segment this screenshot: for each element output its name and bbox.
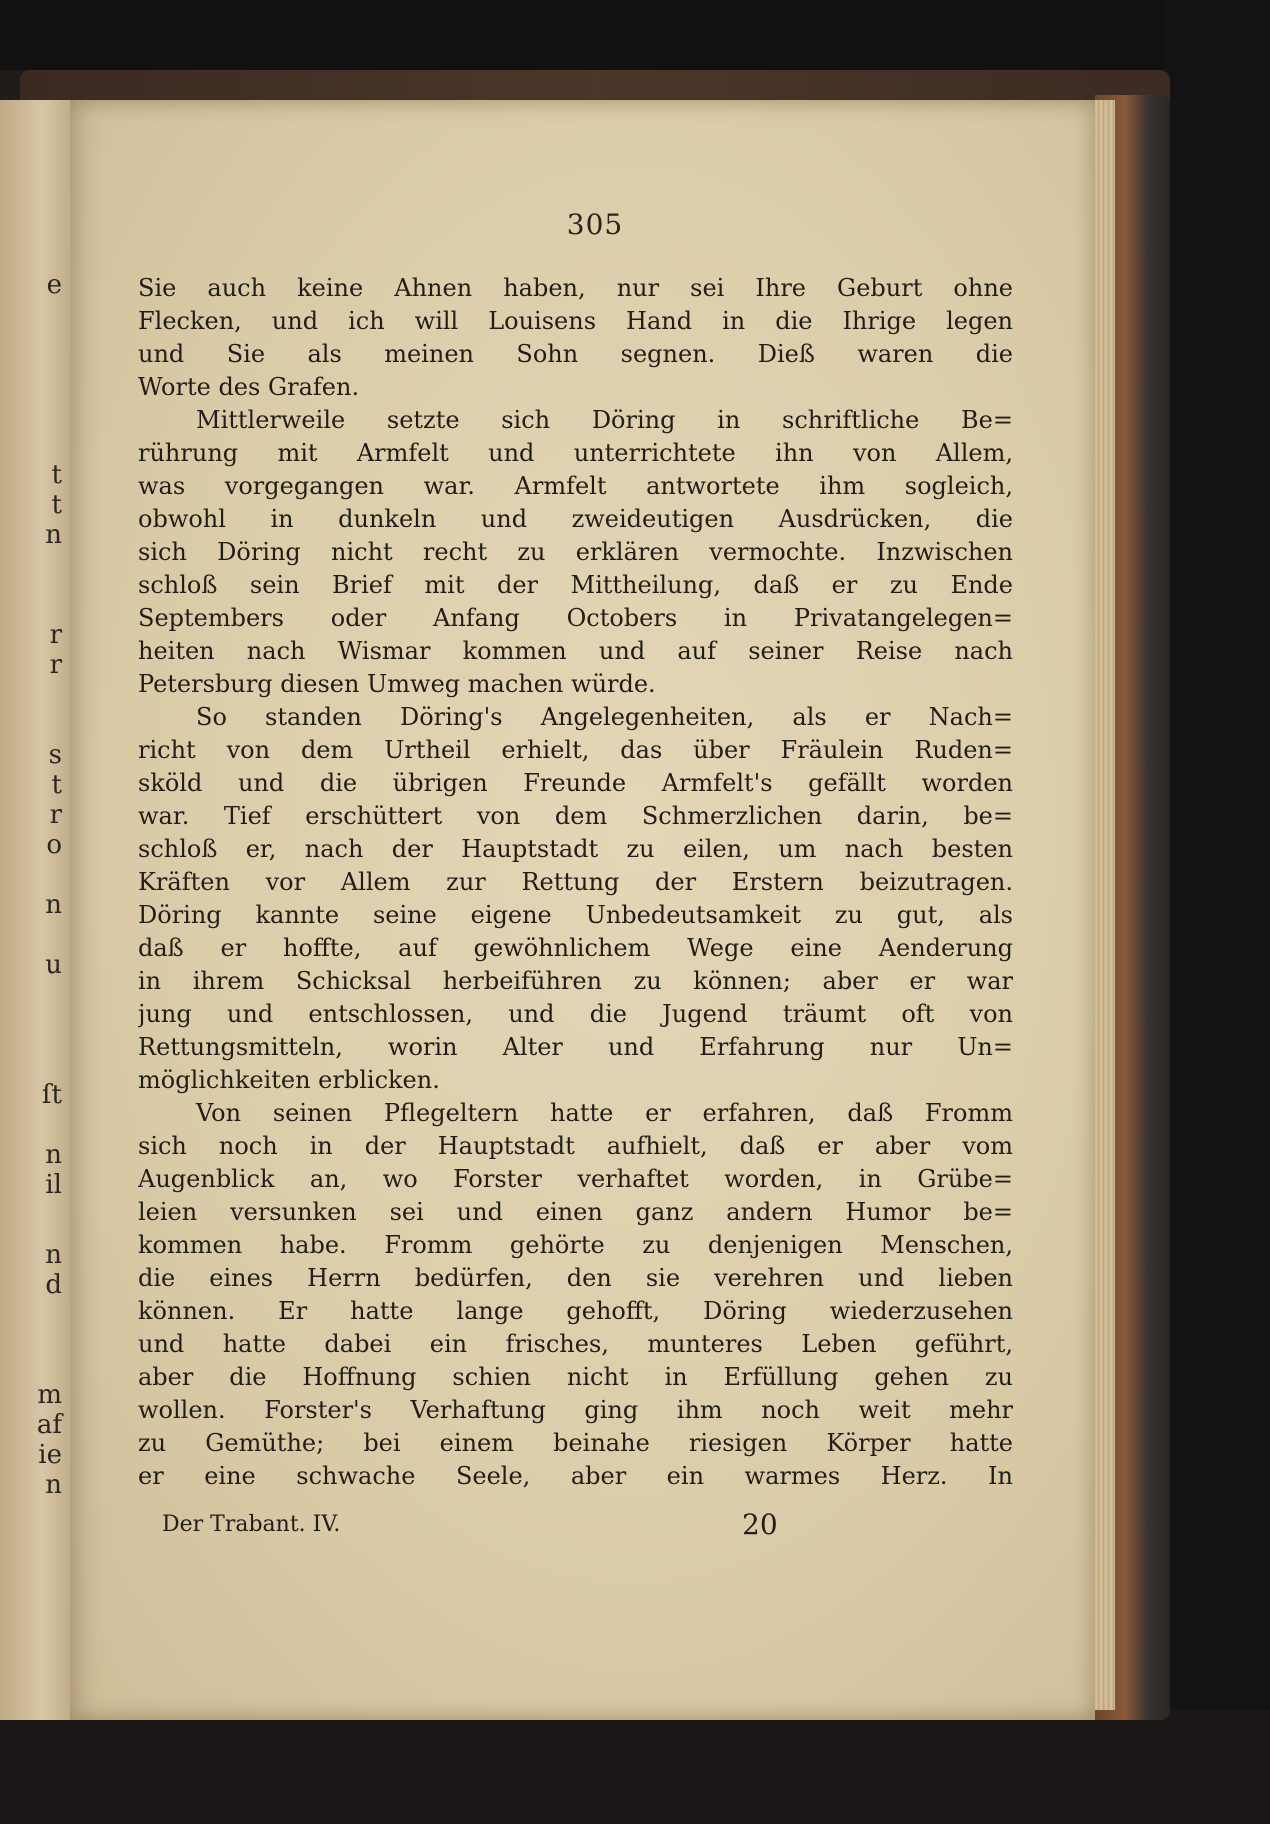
text-line: jung und entschlossen, und die Jugend träumt oft von (138, 1000, 1013, 1028)
facing-page-fragment: n (45, 1140, 62, 1170)
text-line: Augenblick an, wo Forster verhaftet worden, in Grübe= (138, 1165, 1013, 1193)
facing-page-fragment: m (37, 1380, 62, 1410)
facing-page-fragment: t (51, 770, 62, 800)
text-line: und hatte dabei ein frisches, munteres Leben geführt, (138, 1330, 1013, 1358)
text-line: heiten nach Wismar kommen und auf seiner Reise nach (138, 637, 1013, 665)
body-text (138, 272, 1013, 1493)
facing-page-edge (0, 100, 72, 1720)
text-line: möglichkeiten erblicken. (138, 1066, 440, 1094)
footer-sheet-number: 20 (742, 1508, 778, 1541)
facing-page-fragment: t (51, 460, 62, 490)
text-line: aber die Hoffnung schien nicht in Erfüllung gehen zu (138, 1363, 1013, 1391)
text-line: So standen Döring's Angelegenheiten, als er Nach= (196, 703, 1013, 731)
text-line: kommen habe. Fromm gehörte zu denjenigen Menschen, (138, 1231, 1013, 1259)
facing-page-fragment: ie (38, 1440, 62, 1470)
text-line: daß er hoffte, auf gewöhnlichem Wege eine Aenderung (138, 934, 1013, 962)
text-line: war. Tief erschüttert von dem Schmerzlichen darin, be= (138, 802, 1013, 830)
facing-page-fragment: u (45, 950, 62, 980)
text-line: Worte des Grafen. (138, 373, 360, 401)
text-line: Flecken, und ich will Louisens Hand in die Ihrige legen (138, 307, 1013, 335)
facing-page-fragment: n (45, 520, 62, 550)
facing-page-fragment: r (49, 800, 62, 830)
text-line: obwohl in dunkeln und zweideutigen Ausdrücken, die (138, 505, 1013, 533)
text-line: er eine schwache Seele, aber ein warmes Herz. In (138, 1462, 1013, 1490)
facing-page-fragment: d (45, 1270, 62, 1300)
text-line: sich noch in der Hauptstadt aufhielt, daß er aber vom (138, 1132, 1013, 1160)
text-line: die eines Herrn bedürfen, den sie verehren und lieben (138, 1264, 1013, 1292)
text-line: sköld und die übrigen Freunde Armfelt's gefällt worden (138, 769, 1013, 797)
text-line: Sie auch keine Ahnen haben, nur sei Ihre Geburt ohne (138, 274, 1013, 302)
text-line: Kräften vor Allem zur Rettung der Erstern beizutragen. (138, 868, 1013, 896)
book-page (70, 100, 1095, 1720)
backdrop-bottom (0, 1710, 1270, 1824)
text-line: Septembers oder Anfang Octobers in Privatangelegen= (138, 604, 1013, 632)
text-line: können. Er hatte lange gehofft, Döring wiederzusehen (138, 1297, 1013, 1325)
facing-page-fragment: r (49, 650, 62, 680)
text-line: rührung mit Armfelt und unterrichtete ihn von Allem, (138, 439, 1013, 467)
backdrop-right (1165, 0, 1270, 1824)
facing-page-fragment: s (48, 740, 62, 770)
backdrop-top (0, 0, 1270, 70)
facing-page-fragment: af (36, 1410, 62, 1440)
facing-page-fragment: il (45, 1170, 62, 1200)
text-line: wollen. Forster's Verhaftung ging ihm noch weit mehr (138, 1396, 1013, 1424)
facing-page-fragment: e (46, 270, 62, 300)
facing-page-fragment: n (45, 890, 62, 920)
text-line: Petersburg diesen Umweg machen würde. (138, 670, 656, 698)
text-line: Döring kannte seine eigene Unbedeutsamkeit zu gut, als (138, 901, 1013, 929)
text-line: leien versunken sei und einen ganz andern Humor be= (138, 1198, 1013, 1226)
facing-page-fragment: ſt (41, 1080, 62, 1110)
text-line: schloß sein Brief mit der Mittheilung, daß er zu Ende (138, 571, 1013, 599)
text-line: Rettungsmitteln, worin Alter und Erfahrung nur Un= (138, 1033, 1013, 1061)
footer-signature: Der Trabant. IV. (162, 1512, 341, 1537)
text-line: Von seinen Pflegeltern hatte er erfahren, daß Fromm (196, 1099, 1013, 1127)
facing-page-fragment: o (46, 830, 62, 860)
text-line: in ihrem Schicksal herbeiführen zu können; aber er war (138, 967, 1013, 995)
facing-page-fragment: n (45, 1470, 62, 1500)
text-line: was vorgegangen war. Armfelt antwortete ihm sogleich, (138, 472, 1013, 500)
text-line: richt von dem Urtheil erhielt, das über Fräulein Ruden= (138, 736, 1013, 764)
facing-page-fragment: r (49, 620, 62, 650)
page-footer (162, 1508, 862, 1548)
page-number: 305 (566, 208, 624, 241)
text-line: und Sie als meinen Sohn segnen. Dieß waren die (138, 340, 1013, 368)
text-line: sich Döring nicht recht zu erklären vermochte. Inzwischen (138, 538, 1013, 566)
facing-page-fragment: t (51, 490, 62, 520)
text-line: schloß er, nach der Hauptstadt zu eilen, um nach besten (138, 835, 1013, 863)
text-line: Mittlerweile setzte sich Döring in schriftliche Be= (196, 406, 1013, 434)
text-line: zu Gemüthe; bei einem beinahe riesigen Körper hatte (138, 1429, 1013, 1457)
facing-page-fragment: n (45, 1240, 62, 1270)
